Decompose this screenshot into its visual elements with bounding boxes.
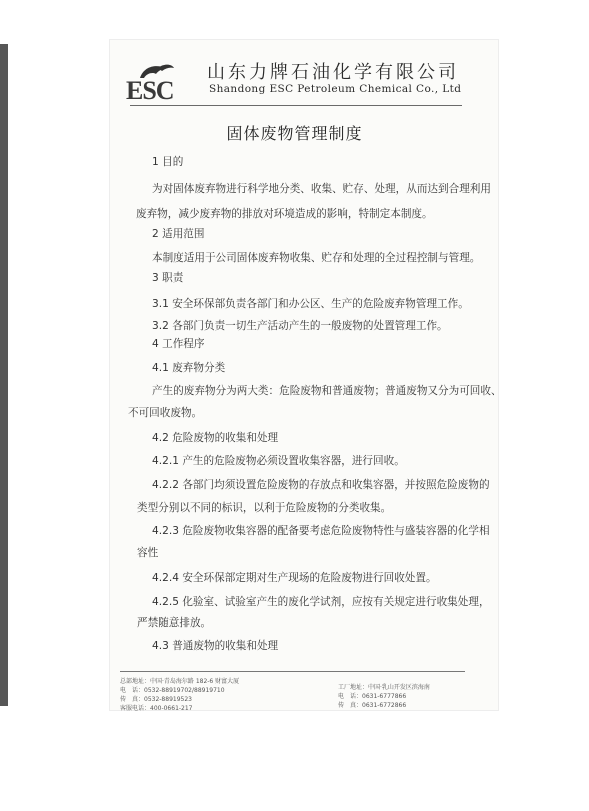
company-name-cn: 山东力牌石油化学有限公司 [207, 62, 459, 83]
body-line: 4.2 危险废物的收集和处理 [152, 432, 279, 444]
body-line: 为对固体废弃物进行科学地分类、收集、贮存、处理，从而达到合理利用 [152, 183, 491, 195]
logo-text: ESC [126, 76, 174, 105]
footer-left-line: 客服电话：400-0661-217 [120, 705, 193, 712]
body-line: 严禁随意排放。 [137, 617, 212, 629]
body-line: 3.1 安全环保部负责各部门和办公区、生产的危险废弃物管理工作。 [152, 298, 469, 310]
body-line: 本制度适用于公司固体废弃物收集、贮存和处理的全过程控制与管理。 [152, 252, 481, 264]
footer-divider [120, 671, 465, 672]
footer-left-line: 总部地址：中国·青岛海尔路 182-6 财富大厦 [120, 678, 240, 685]
footer-right-line: 传 真：0631-6772866 [338, 702, 407, 709]
body-line: 4.2.3 危险废物收集容器的配备要考虑危险废物特性与盛装容器的化学相 [152, 525, 490, 537]
footer-right-line: 电 话：0631-6777866 [338, 693, 407, 700]
body-line: 4.1 废弃物分类 [152, 362, 226, 374]
footer-left-line: 传 真：0532-88919523 [120, 696, 192, 703]
body-line: 4 工作程序 [152, 338, 205, 350]
company-name-en: Shandong ESC Petroleum Chemical Co., Ltd [209, 83, 462, 95]
body-line: 1 目的 [152, 156, 184, 168]
body-line: 类型分别以不同的标识，以利于危险废物的分类收集。 [137, 502, 392, 514]
body-line: 4.2.1 产生的危险废物必须设置收集容器，进行回收。 [152, 455, 405, 467]
body-line: 2 适用范围 [152, 228, 205, 240]
body-line: 产生的废弃物分为两大类：危险废物和普通废物；普通废物又分为可回收、 [152, 385, 502, 397]
body-line: 废弃物，减少废弃物的排放对环境造成的影响，特制定本制度。 [136, 208, 433, 220]
body-line: 3 职责 [152, 272, 184, 284]
footer-right-line: 工厂地址：中国·乳山开发区滨海南 [338, 684, 430, 691]
body-line: 不可回收废物。 [128, 407, 203, 419]
body-line: 4.3 普通废物的收集和处理 [152, 640, 279, 652]
header-divider [130, 105, 462, 106]
body-line: 4.2.4 安全环保部定期对生产现场的危险废物进行回收处置。 [152, 572, 437, 584]
body-line: 3.2 各部门负责一切生产活动产生的一般废物的处置管理工作。 [152, 320, 448, 332]
company-logo [126, 62, 186, 104]
body-line: 4.2.5 化验室、试验室产生的废化学试剂，应按有关规定进行收集处理， [152, 596, 490, 608]
body-line: 4.2.2 各部门均须设置危险废物的存放点和收集容器，并按照危险废物的 [152, 479, 490, 491]
document-title: 固体废物管理制度 [226, 124, 363, 143]
body-line: 容性 [137, 547, 159, 559]
footer-left-line: 电 话：0532-88919702/88919710 [120, 687, 225, 694]
